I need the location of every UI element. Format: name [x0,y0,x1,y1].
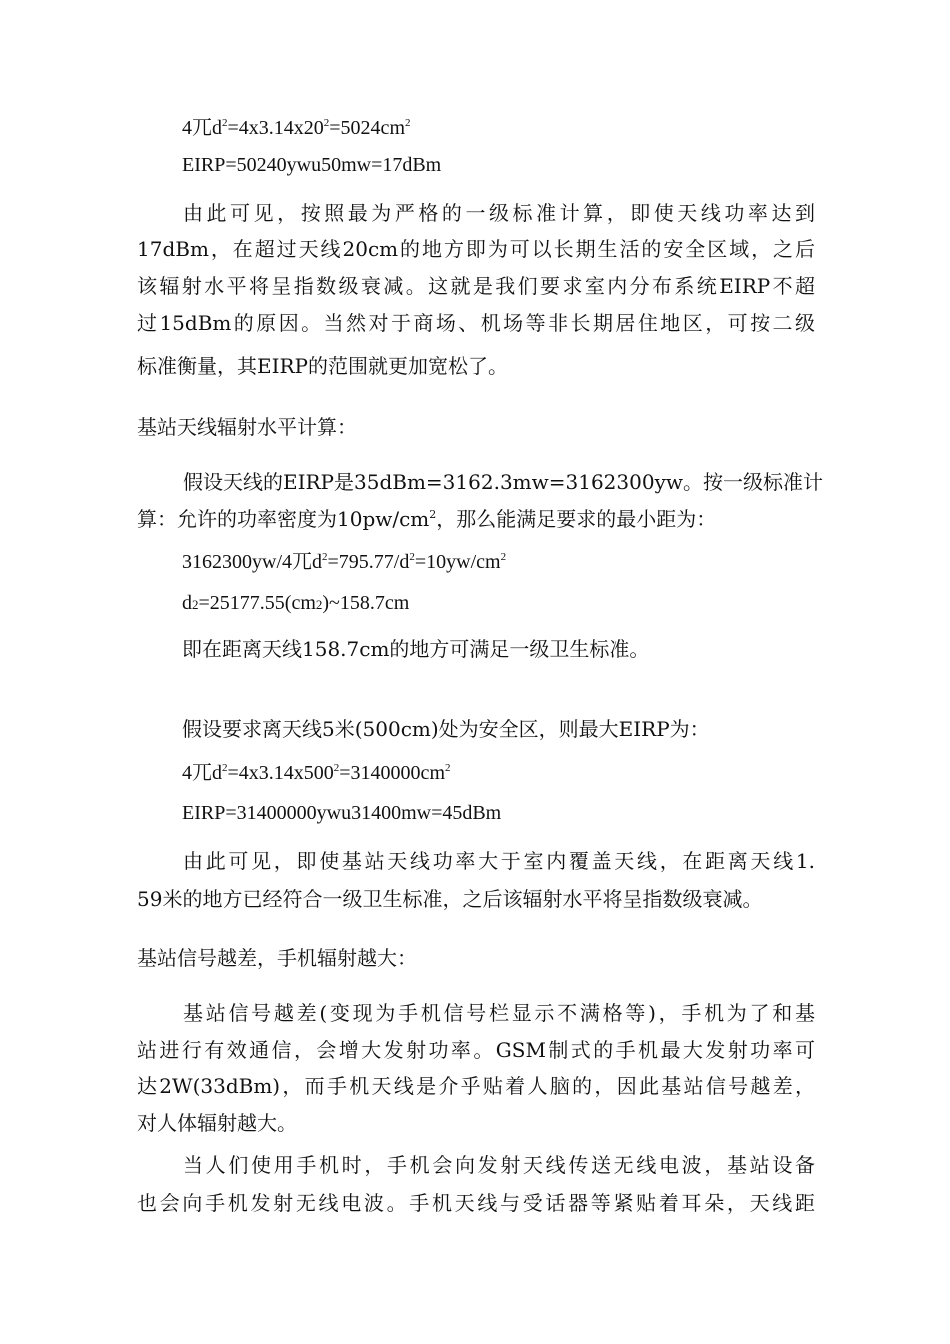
para4-line-1: 基站信号越差(变现为手机信号栏显示不满格等)，手机为了和基 [183,1001,815,1025]
para1-line-1: 由此可见，按照最为严格的一级标准计算，即使天线功率达到 [183,201,815,225]
line-standard-distance: 即在距离天线158.7cm的地方可满足一级卫生标准。 [182,637,650,661]
formula-area-20cm: 4兀$d^2=4x3.14x20^2=5024cm^2$ [182,117,411,139]
para5-line-1: 当人们使用手机时，手机会向发射天线传送无线电波，基站设备 [183,1153,815,1177]
para2-line-2: 算：允许的功率密度为$10pw/cm^2$，那么能满足要求的最小距为： [137,507,717,531]
line-assume-5m: 假设要求离天线5米(500cm)处为安全区，则最大EIRP为： [182,717,710,741]
section-heading-base-station-radiation: 基站天线辐射水平计算： [137,415,357,439]
para4-line-4: 对人体辐射越大。 [137,1111,297,1135]
para3-line-2: 59米的地方已经符合一级卫生标准，之后该辐射水平将呈指数级衰减。 [137,887,763,911]
formula-eirp-17dbm: EIRP=50240ywu50mw=17dBm [182,154,442,176]
para4-line-2: 站进行有效通信，会增大发射功率。GSM制式的手机最大发射功率可 [137,1038,815,1062]
formula-min-distance: d2=25177.55(cm2)~158.7cm [182,592,410,614]
para2-line-1: 假设天线的EIRP是35dBm=3162.3mw=3162300yw。按一级标准计 [183,470,823,494]
para5-line-2: 也会向手机发射无线电波。手机天线与受话器等紧贴着耳朵，天线距 [137,1191,815,1215]
para1-line-5: 标准衡量，其EIRP的范围就更加宽松了。 [137,354,509,378]
formula-power-density: 3162300yw/4兀$d^2=795.77/d^2=10yw/cm^2$ [182,551,507,573]
para1-line-2: 17dBm，在超过天线20cm的地方即为可以长期生活的安全区域，之后 [137,237,815,261]
formula-area-500cm: 4兀$d^2=4x3.14x500^2=3140000cm^2$ [182,762,451,784]
para4-line-3: 达2W(33dBm)，而手机天线是介乎贴着人脑的，因此基站信号越差， [137,1074,815,1098]
formula-eirp-45dbm: EIRP=31400000ywu31400mw=45dBm [182,802,502,824]
para1-line-4: 过15dBm的原因。当然对于商场、机场等非长期居住地区，可按二级 [137,311,815,335]
para1-line-3: 该辐射水平将呈指数级衰减。这就是我们要求室内分布系统EIRP不超 [137,274,815,298]
section-heading-signal-radiation: 基站信号越差，手机辐射越大： [137,946,417,970]
para3-line-1: 由此可见，即使基站天线功率大于室内覆盖天线，在距离天线1. [183,849,815,873]
